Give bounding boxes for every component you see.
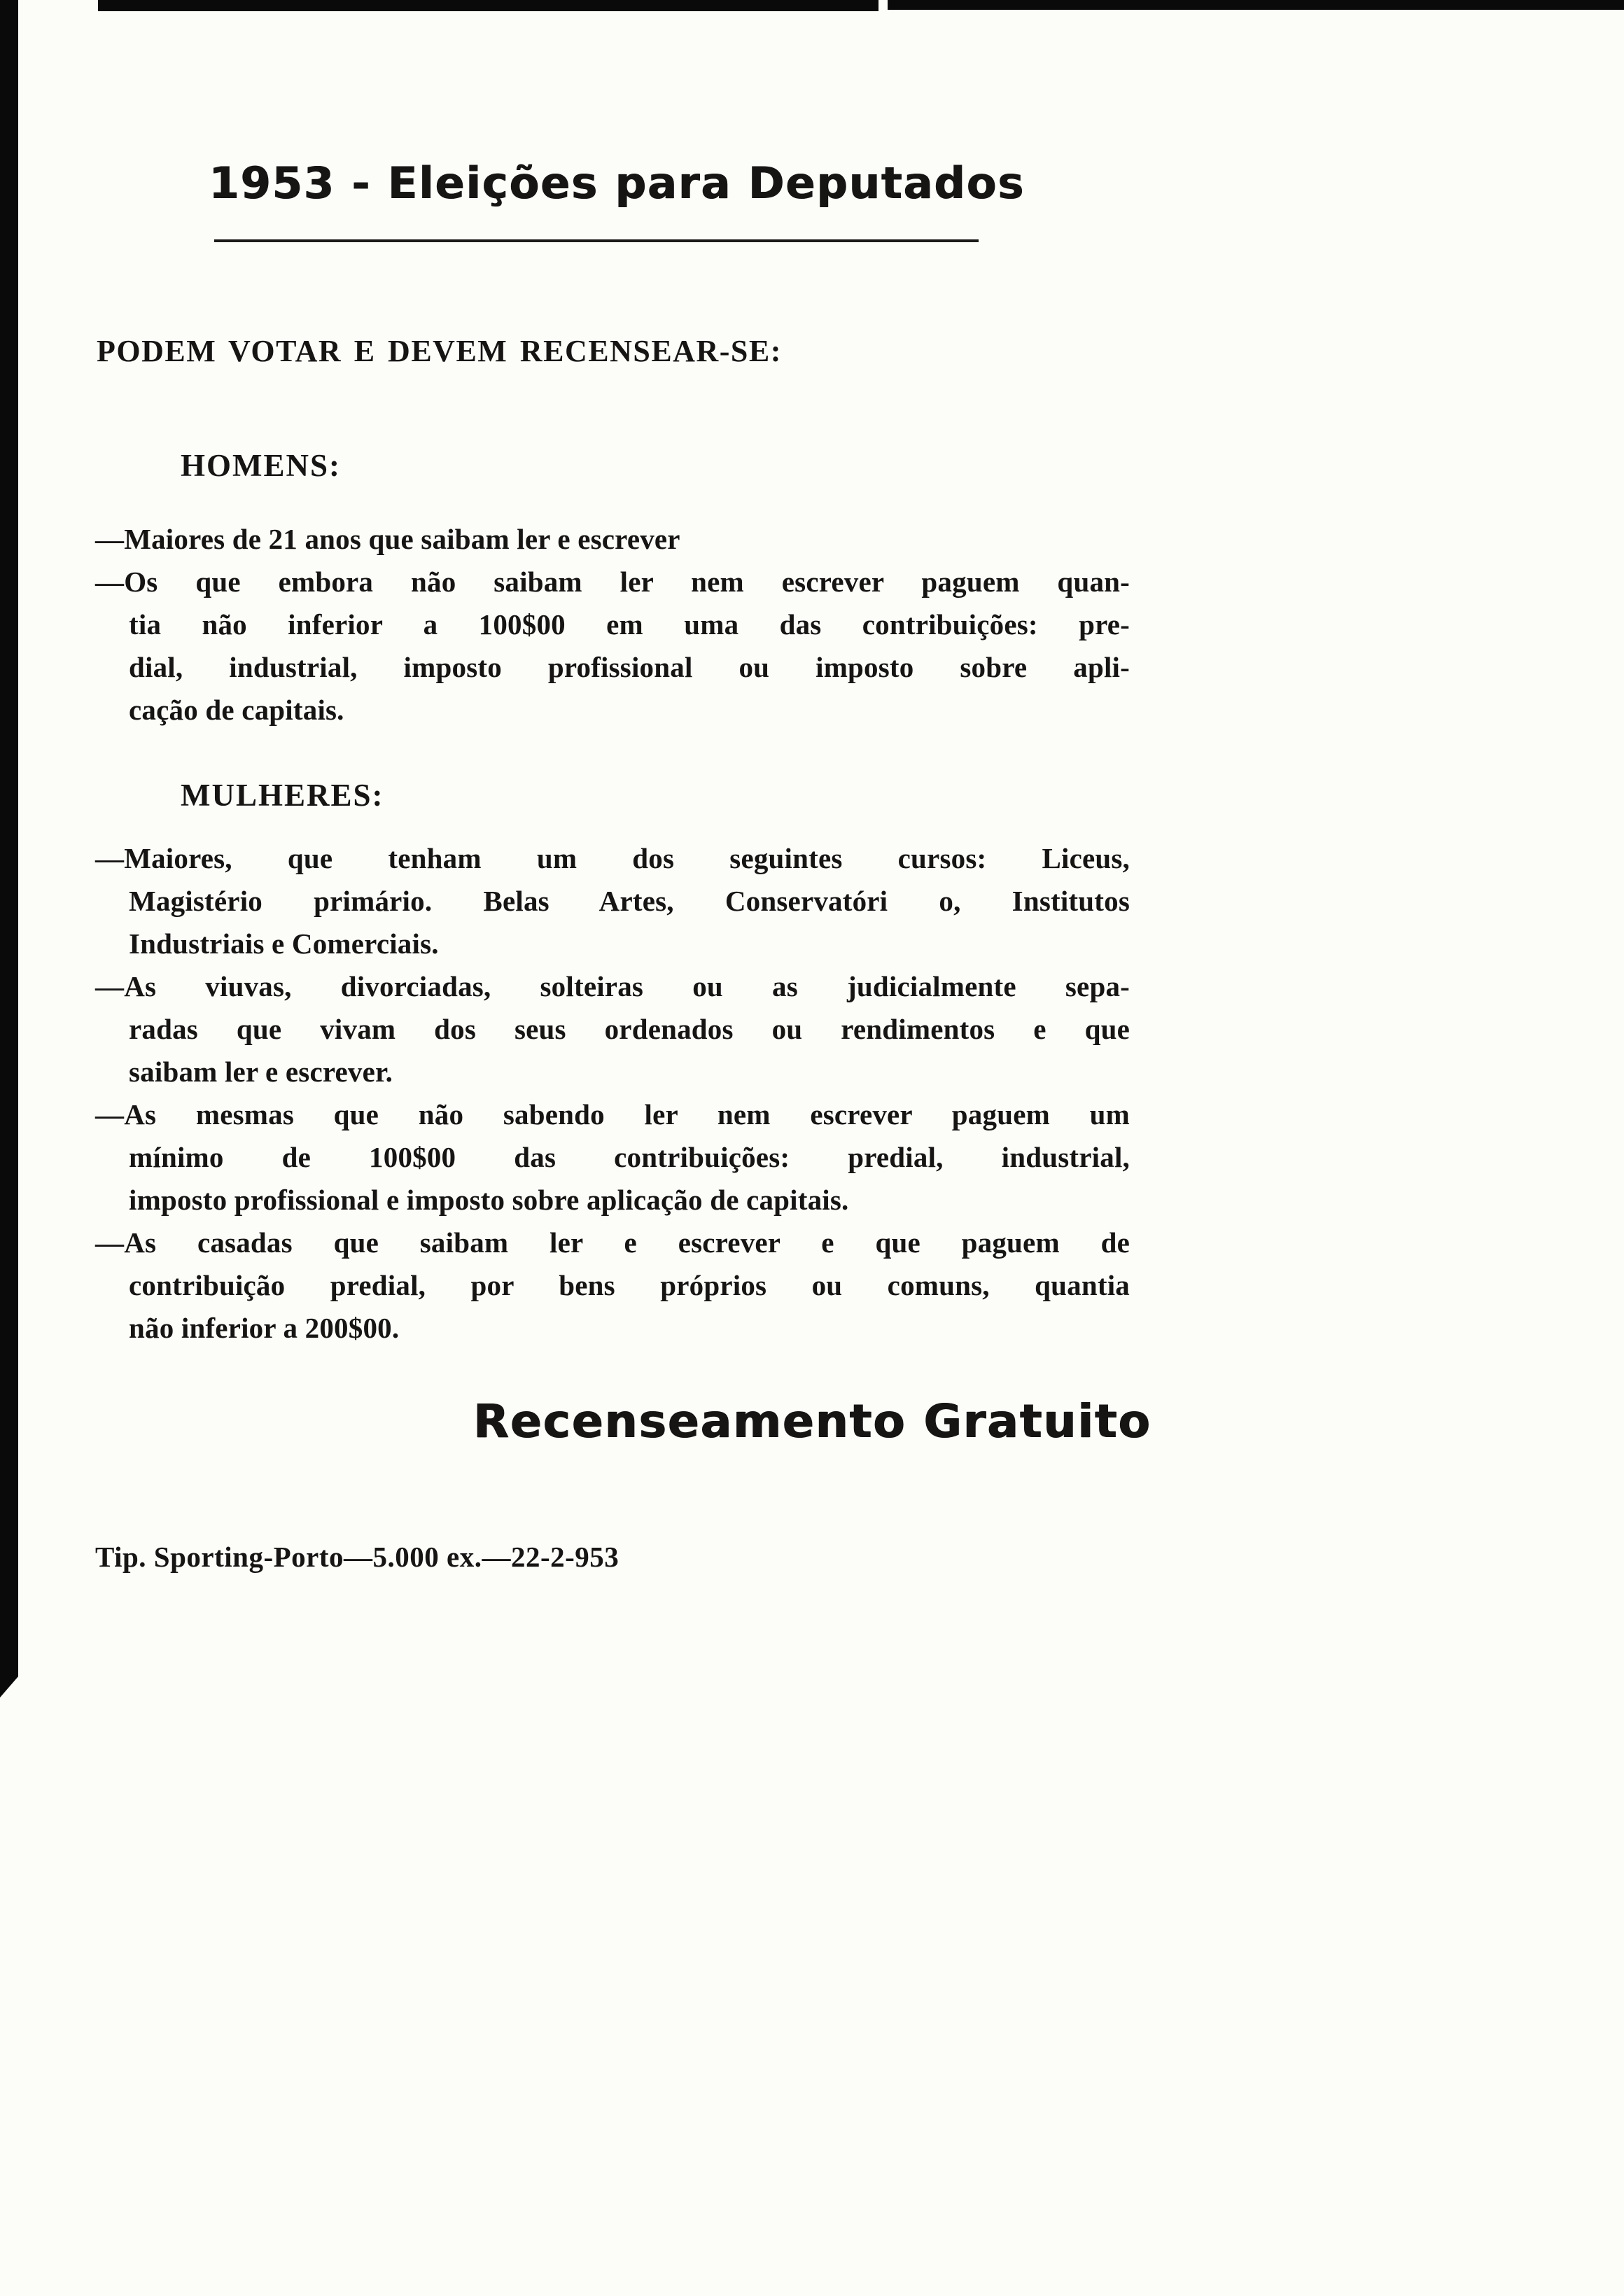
document-title: 1953 - Eleições para Deputados <box>209 158 1025 209</box>
text-line: —As viuvas, divorciadas, solteiras ou as judicialmente sepa- <box>95 970 1130 1002</box>
text-line: tia não inferior a 100$00 em uma das contribuições: pre- <box>129 608 1130 640</box>
text-line: cação de capitais. <box>129 694 344 726</box>
text-line: —Maiores, que tenham um dos seguintes cursos: Liceus, <box>95 842 1130 874</box>
list-item-mulheres-2 <box>95 965 1130 1093</box>
text-line: Industriais e Comerciais. <box>129 927 439 960</box>
list-item-mulheres-1 <box>95 837 1130 965</box>
imprint-line: Tip. Sporting-Porto—5.000 ex.—22-2-953 <box>95 1541 620 1573</box>
document-body <box>95 448 1130 1350</box>
text-line: —Maiores de 21 anos que saibam ler e escrever <box>95 523 680 555</box>
list-item-homens-1 <box>95 518 1130 561</box>
list-item-mulheres-3 <box>95 1093 1130 1222</box>
text-line: radas que vivam dos seus ordenados ou rendimentos e que <box>129 1013 1130 1045</box>
text-line: —Os que embora não saibam ler nem escrever paguem quan- <box>95 566 1130 598</box>
title-underline-rule <box>214 239 979 242</box>
list-item-mulheres-4 <box>95 1222 1130 1350</box>
section-heading-mulheres: MULHERES: <box>181 778 384 813</box>
text-line: mínimo de 100$00 das contribuições: predial, industrial, <box>129 1141 1130 1173</box>
text-line: imposto profissional e imposto sobre aplicação de capitais. <box>129 1184 849 1216</box>
section-heading-homens: HOMENS: <box>181 448 342 483</box>
text-line: —As mesmas que não sabendo ler nem escrever paguem um <box>95 1098 1130 1130</box>
closing-title: Recenseamento Gratuito <box>472 1394 1152 1448</box>
scan-edge-top-left-segment <box>98 0 878 11</box>
text-line: dial, industrial, imposto profissional ou imposto sobre apli- <box>129 651 1130 683</box>
text-line: saibam ler e escrever. <box>129 1056 393 1088</box>
text-line: Magistério primário. Belas Artes, Conservatóri o, Institutos <box>129 885 1130 917</box>
list-item-homens-2 <box>95 561 1130 732</box>
text-line: não inferior a 200$00. <box>129 1312 400 1344</box>
text-line: —As casadas que saibam ler e escrever e que paguem de <box>95 1226 1130 1259</box>
scan-edge-top-right-segment <box>888 0 1624 10</box>
text-line: contribuição predial, por bens próprios ou comuns, quantia <box>129 1269 1130 1301</box>
intro-heading: PODEM VOTAR E DEVEM RECENSEAR-SE: <box>97 334 782 368</box>
